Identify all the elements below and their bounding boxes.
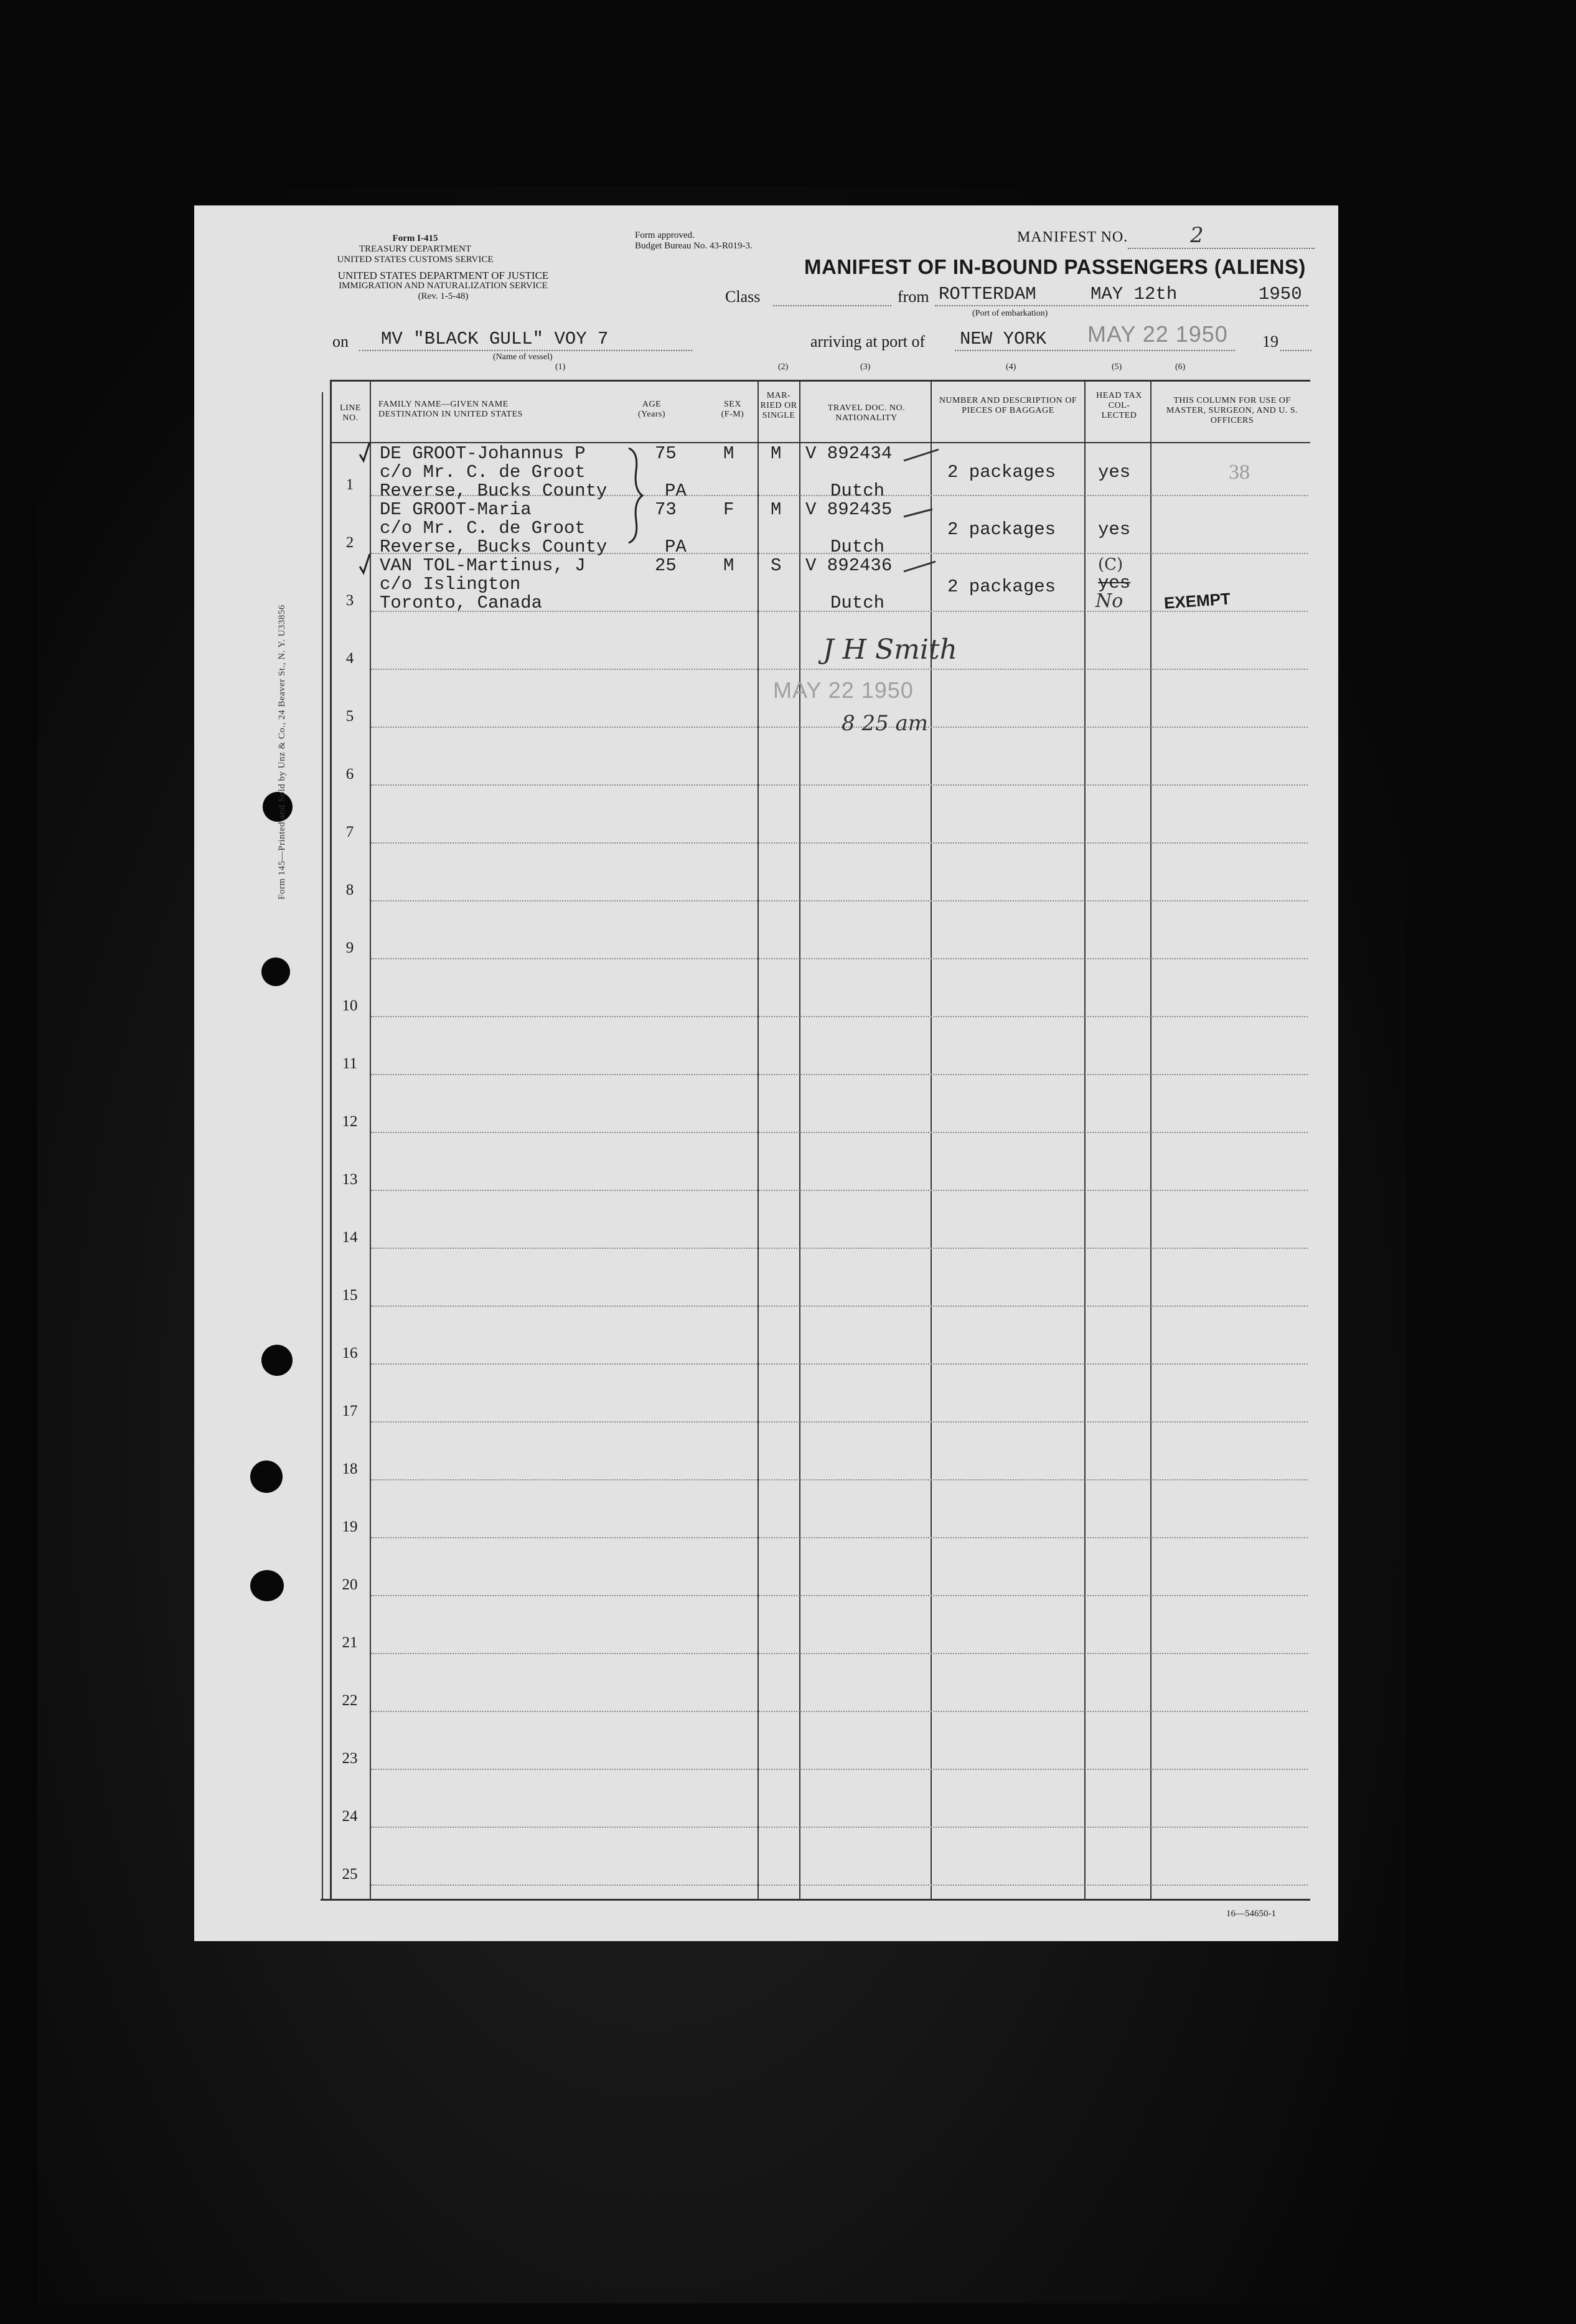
column-number-2: (2): [778, 362, 789, 372]
passenger-3-name: VAN TOL-Martinus, J: [380, 555, 586, 576]
passenger-1-state: PA: [665, 481, 687, 501]
passenger-2-address: c/o Mr. C. de Groot: [380, 518, 586, 539]
line-number: 25: [342, 1866, 358, 1883]
row-rule: [371, 1537, 1308, 1538]
passenger-3-headtax-struck: yes: [1098, 573, 1131, 593]
line-number: 23: [342, 1750, 358, 1767]
row-rule: [371, 669, 1308, 670]
passenger-2-doc: V 892435: [805, 499, 893, 520]
from-line: [935, 305, 1308, 306]
passenger-3-destination: Toronto, Canada: [380, 593, 543, 613]
passenger-2-sex: F: [723, 499, 734, 520]
line-number: 17: [342, 1403, 358, 1419]
line-number: 4: [345, 650, 354, 667]
col-divider: [931, 380, 932, 1899]
form-number: Form I-415: [392, 233, 438, 243]
passenger-3-officer-note: EXEMPT: [1163, 589, 1231, 613]
row-rule: [371, 1653, 1308, 1654]
row-rule: [371, 1074, 1308, 1075]
row-rule: [371, 784, 1308, 786]
punch-hole: [261, 957, 290, 986]
row-rule: [371, 1884, 1308, 1886]
arriving-label: arriving at port of: [810, 332, 926, 350]
row-rule: [371, 1769, 1308, 1770]
embarkation-caption: (Port of embarkation): [972, 309, 1048, 318]
header-baggage: NUMBER AND DESCRIPTION OF PIECES OF BAGGAGE: [939, 396, 1077, 415]
line-number: 21: [342, 1634, 358, 1651]
line-number: 24: [342, 1808, 358, 1825]
passenger-3-married: S: [771, 555, 782, 576]
inspector-signature: J H Smith: [823, 634, 957, 666]
line-number: 2: [345, 534, 354, 551]
approval-block: [635, 230, 753, 252]
col-divider: [1150, 380, 1152, 1899]
col-divider: [1084, 380, 1086, 1899]
revision: (Rev. 1-5-48): [418, 291, 469, 301]
line-number: 19: [342, 1518, 358, 1535]
check-marks: [359, 442, 383, 616]
row-rule: [371, 1016, 1308, 1017]
column-number-5: (5): [1112, 362, 1122, 372]
passenger-3-address: c/o Islington: [380, 574, 521, 595]
printer-imprint: Form 145—Printed and Sold by Unz & Co., 24 Beaver St., N. Y. U33856: [277, 605, 287, 900]
form-block: [312, 233, 518, 265]
line-number: 10: [342, 997, 358, 1014]
line-number: 22: [342, 1692, 358, 1709]
naturalization-service: IMMIGRATION AND NATURALIZATION SERVICE: [339, 281, 548, 291]
row-rule: [371, 1711, 1308, 1712]
row-rule: [371, 958, 1308, 959]
line-number: 3: [345, 592, 354, 609]
passenger-2-age: 73: [655, 499, 677, 520]
class-label: Class: [725, 288, 761, 306]
header-line-no: LINE NO.: [340, 403, 361, 423]
arrival-date-stamp: MAY 22 1950: [1087, 321, 1228, 347]
col-divider: [799, 380, 800, 1899]
row-rule: [371, 1421, 1308, 1423]
passenger-1-officer-note: 38: [1229, 461, 1250, 484]
line-number: 16: [342, 1345, 358, 1362]
line-number: 14: [342, 1229, 358, 1246]
passenger-2-baggage: 2 packages: [947, 519, 1056, 540]
manifest-number-value: 2: [1190, 223, 1204, 248]
header-name: FAMILY NAME—GIVEN NAME DESTINATION IN UNITED STATES: [378, 400, 523, 419]
column-number-4: (4): [1006, 362, 1016, 372]
header-married: MAR-RIED OR SINGLE: [760, 391, 797, 420]
vessel-line: [359, 350, 692, 351]
on-label: on: [332, 332, 349, 350]
line-number: 8: [345, 882, 354, 898]
punch-hole: [250, 1461, 283, 1493]
manifest-page: [194, 205, 1338, 1941]
header-officers: THIS COLUMN FOR USE OF MASTER, SURGEON, AND U. S. OFFICERS: [1166, 396, 1298, 425]
passenger-2-destination: Reverse, Bucks County: [380, 537, 607, 557]
passenger-1-name: DE GROOT-Johannus P: [380, 443, 586, 464]
punch-hole: [250, 1570, 284, 1601]
passenger-1-headtax: yes: [1098, 462, 1131, 482]
table-left-outer: [322, 392, 323, 1899]
passenger-2-married: M: [771, 499, 782, 520]
line-number: 1: [345, 476, 354, 493]
manifest-number-line: [1128, 248, 1315, 249]
row-rule: [371, 1363, 1308, 1365]
approval-line1: Form approved.: [635, 230, 695, 240]
departure-year: 1950: [1259, 284, 1302, 304]
family-bracket: [624, 446, 649, 545]
passenger-2-nationality: Dutch: [830, 537, 885, 557]
line-number: 12: [342, 1113, 358, 1130]
header-head-tax: HEAD TAX COL-LECTED: [1096, 391, 1142, 420]
punch-hole: [261, 1345, 293, 1376]
year-line: [1280, 350, 1311, 351]
row-rule: [371, 1248, 1308, 1249]
row-rule: [371, 1479, 1308, 1480]
column-number-1: (1): [555, 362, 566, 372]
row-rule: [371, 900, 1308, 901]
arrival-port: NEW YORK: [960, 329, 1047, 349]
line-number: 5: [345, 708, 354, 725]
row-rule: [371, 727, 1308, 728]
table-top-border: [330, 380, 1310, 382]
passenger-3-nationality: Dutch: [830, 593, 885, 613]
col-divider: [758, 380, 759, 1899]
row-rule: [371, 1305, 1308, 1307]
vessel-caption: (Name of vessel): [493, 352, 553, 362]
footer-code: 16—54650-1: [1226, 1909, 1276, 1919]
inspection-date-stamp: MAY 22 1950: [773, 677, 914, 703]
column-number-3: (3): [860, 362, 871, 372]
doc-tick-marks: [901, 436, 945, 585]
manifest-title: MANIFEST OF IN-BOUND PASSENGERS (ALIENS): [804, 255, 1306, 278]
approval-line2: Budget Bureau No. 43-R019-3.: [635, 241, 753, 251]
line-number: 11: [342, 1055, 358, 1072]
line-number: 13: [342, 1171, 358, 1188]
justice-block: [325, 270, 561, 302]
line-number: 15: [342, 1287, 358, 1304]
passenger-1-married: M: [771, 443, 782, 464]
line-number: 20: [342, 1576, 358, 1593]
header-sex: SEX (F-M): [721, 400, 744, 419]
passenger-2-headtax: yes: [1098, 519, 1131, 540]
passenger-3-headtax: No: [1095, 590, 1123, 612]
departure-date: MAY 12th: [1091, 284, 1178, 304]
passenger-3-doc: V 892436: [805, 555, 893, 576]
row-rule: [371, 1190, 1308, 1191]
row-rule: [371, 1595, 1308, 1596]
passenger-3-headtax-mark: (C): [1098, 555, 1123, 574]
justice-dept: UNITED STATES DEPARTMENT OF JUSTICE: [337, 270, 549, 281]
passenger-1-address: c/o Mr. C. de Groot: [380, 462, 586, 482]
manifest-number-label: MANIFEST NO.: [1017, 229, 1128, 245]
line-number: 6: [345, 766, 354, 783]
from-label: from: [898, 288, 929, 306]
passenger-2-name: DE GROOT-Maria: [380, 499, 532, 520]
passenger-3-sex: M: [723, 555, 734, 576]
passenger-3-age: 25: [655, 555, 677, 576]
inspection-time: 8 25 am: [842, 711, 929, 736]
table-bottom-border: [321, 1899, 1310, 1901]
class-line: [773, 305, 891, 306]
treasury-dept: TREASURY DEPARTMENT: [359, 244, 472, 254]
line-number: 18: [342, 1461, 358, 1477]
passenger-1-baggage: 2 packages: [947, 462, 1056, 482]
column-number-6: (6): [1175, 362, 1186, 372]
year-suffix: 19: [1262, 332, 1278, 350]
passenger-1-doc: V 892434: [805, 443, 893, 464]
line-number: 9: [345, 939, 354, 956]
passenger-1-destination: Reverse, Bucks County: [380, 481, 607, 501]
port-of-embarkation: ROTTERDAM: [939, 284, 1036, 304]
header-age: AGE (Years): [637, 400, 666, 419]
passenger-2-state: PA: [665, 537, 687, 557]
vessel-name: MV "BLACK GULL" VOY 7: [381, 329, 609, 349]
passenger-3-baggage: 2 packages: [947, 576, 1056, 597]
passenger-1-age: 75: [655, 443, 677, 464]
row-rule: [371, 1132, 1308, 1133]
passenger-1-nationality: Dutch: [830, 481, 885, 501]
header-travel-doc: TRAVEL DOC. NO. NATIONALITY: [827, 403, 906, 423]
row-rule: [371, 842, 1308, 844]
line-number: 7: [345, 824, 354, 840]
customs-service: UNITED STATES CUSTOMS SERVICE: [337, 255, 494, 265]
row-rule: [371, 1827, 1308, 1828]
passenger-1-sex: M: [723, 443, 734, 464]
arriving-line: [955, 350, 1235, 351]
